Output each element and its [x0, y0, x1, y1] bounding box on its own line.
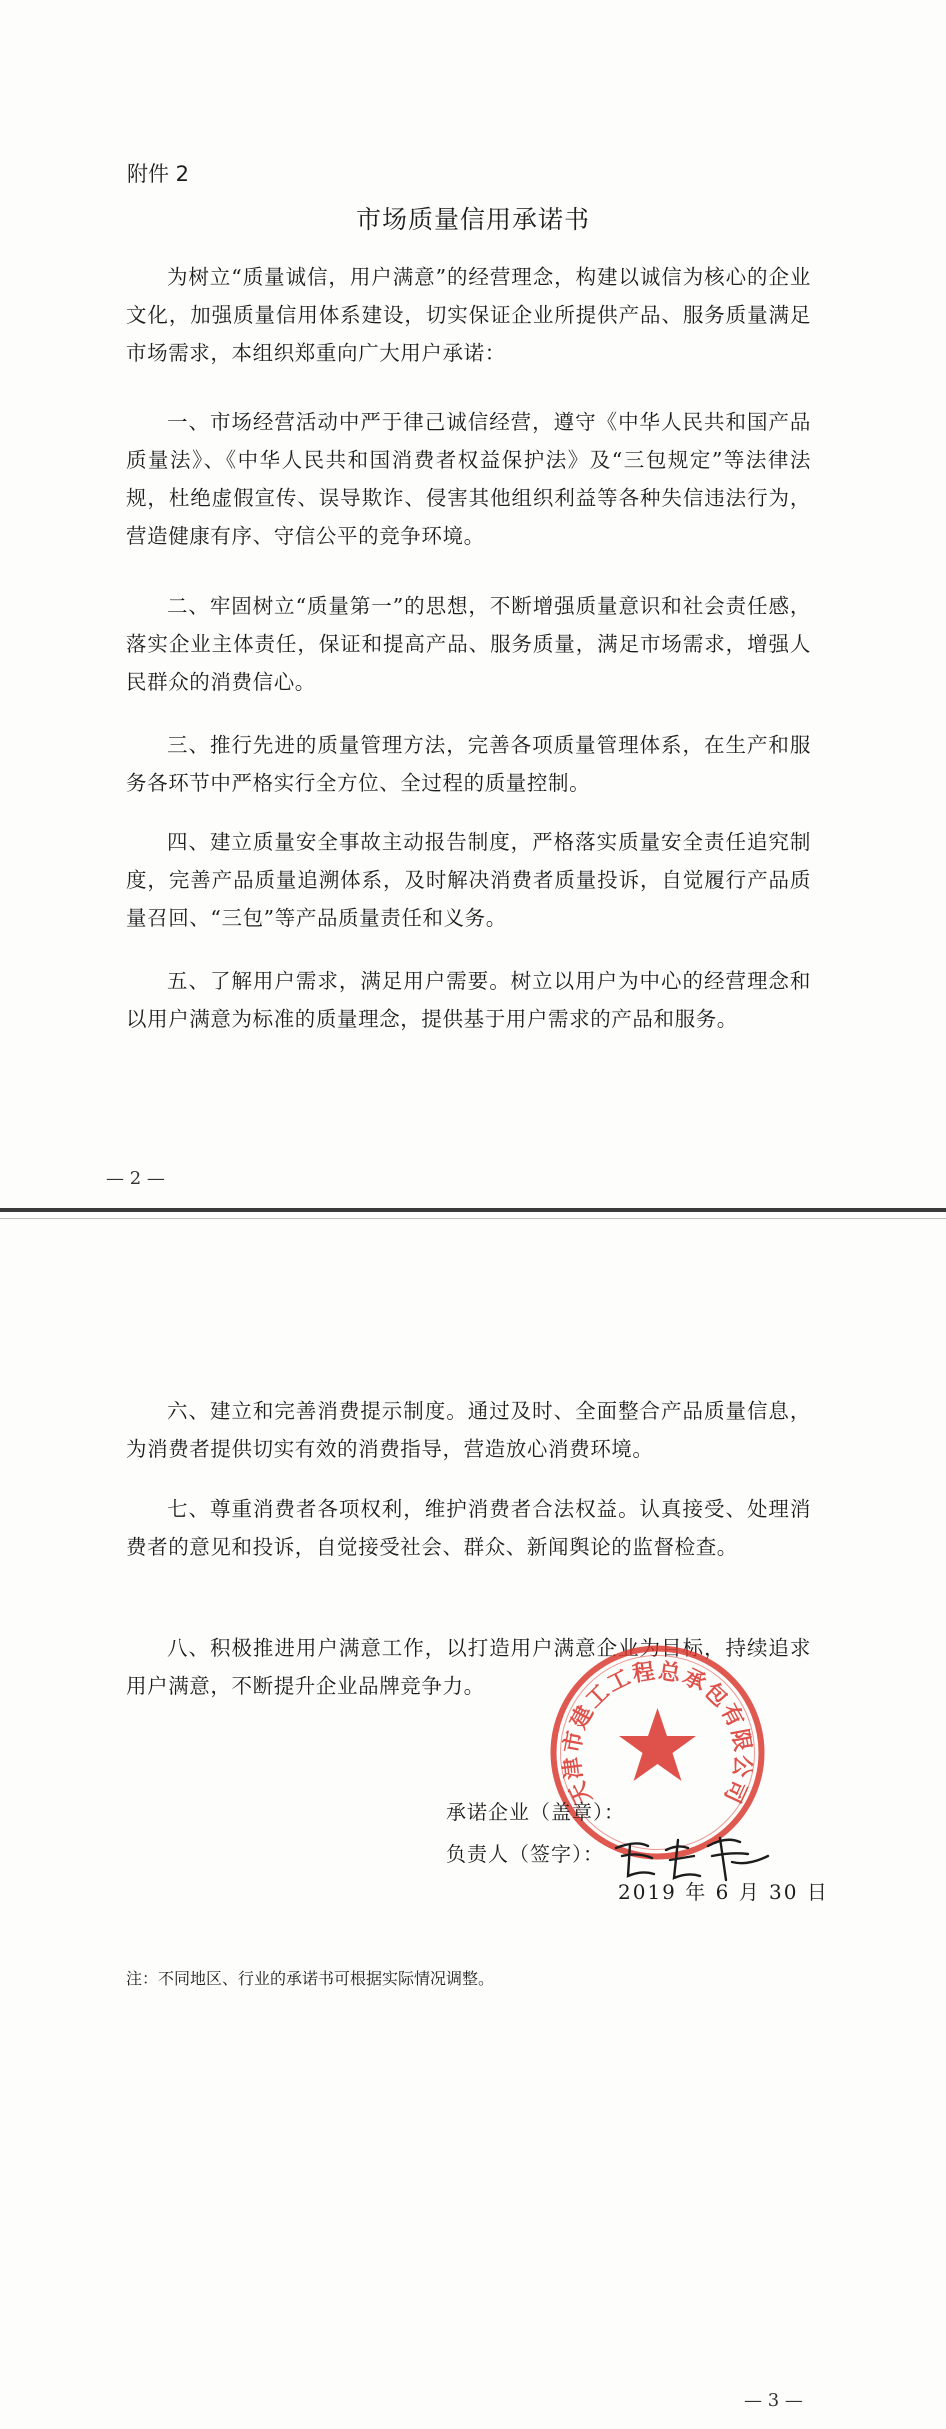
commitment-8: 八、积极推进用户满意工作，以打造用户满意企业为目标，持续追求用户满意，不断提升企业品牌竞争力。 [126, 1636, 811, 1698]
page-number: — 3 — [744, 2390, 803, 2411]
commitment-4: 四、建立质量安全事故主动报告制度，严格落实质量安全责任追究制度，完善产品质量追溯体系，及时解决消费者质量投诉，自觉履行产品质量召回、“三包”等产品质量责任和义务。 [126, 830, 811, 930]
commitment-6: 六、建立和完善消费提示制度。通过及时、全面整合产品质量信息，为消费者提供切实有效的消费指导，营造放心消费环境。 [126, 1399, 811, 1461]
commitment-2: 二、牢固树立“质量第一”的思想，不断增强质量意识和社会责任感，落实企业主体责任，保证和提高产品、服务质量，满足市场需求，增强人民群众的消费信心。 [126, 594, 811, 694]
commitment-1: 一、市场经营活动中严于律己诚信经营，遵守《中华人民共和国产品质量法》、《中华人民共和国消费者权益保护法》及“三包规定”等法律法规，杜绝虚假宣传、误导欺诈、侵害其他组织利益等各种失信违法行为，营造健康有序、守信公平的竞争环境。 [126, 410, 811, 548]
footnote: 注：不同地区、行业的承诺书可根据实际情况调整。 [126, 1969, 495, 1988]
seal-text: 天津市建工工程总承包有限公司 [559, 1658, 756, 1809]
document-title: 市场质量信用承诺书 [355, 205, 590, 234]
commitment-7: 七、尊重消费者各项权利，维护消费者合法权益。认真接受、处理消费者的意见和投诉，自觉接受社会、群众、新闻舆论的监督检查。 [126, 1497, 811, 1559]
responsible-person-label: 负责人（签字）： [446, 1842, 604, 1866]
commitment-3: 三、推行先进的质量管理方法，完善各项质量管理体系，在生产和服务各环节中严格实行全方位、全过程的质量控制。 [126, 733, 811, 795]
page-number: — 2 — [106, 1168, 165, 1189]
commitment-5: 五、了解用户需求，满足用户需要。树立以用户为中心的经营理念和以用户满意为标准的质量理念，提供基于用户需求的产品和服务。 [126, 969, 811, 1031]
intro-paragraph: 为树立“质量诚信，用户满意”的经营理念，构建以诚信为核心的企业文化，加强质量信用体系建设，切实保证企业所提供产品、服务质量满足市场需求，本组织郑重向广大用户承诺： [126, 265, 811, 365]
document-page-2 [0, 0, 946, 1212]
signing-date: 2019 年 6 月 30 日 [618, 1880, 829, 1904]
company-seal-label: 承诺企业（盖章）： [446, 1800, 625, 1824]
attachment-label: 附件 2 [127, 162, 190, 186]
